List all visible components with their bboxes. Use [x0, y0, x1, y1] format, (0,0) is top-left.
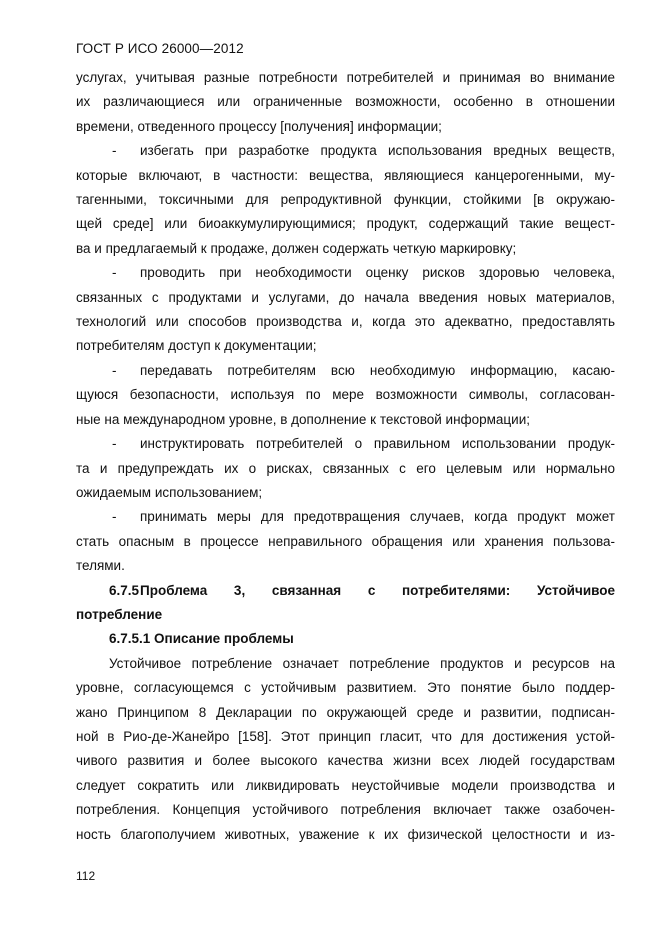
section-number: 6.7.5 [109, 582, 140, 598]
text-line: их различающиеся или ограниченные возможности, особенно в отношении [76, 94, 615, 110]
text-line: чивого развития и более высокого качества жизни всех людей государствам [76, 753, 615, 769]
page-number: 112 [76, 869, 96, 883]
document-header: ГОСТ Р ИСО 26000—2012 [76, 41, 244, 56]
text-line: Устойчивое потребление означает потребление продуктов и ресурсов на [109, 655, 615, 671]
bullet-item [76, 505, 615, 529]
text-line: которые включают, в частности: вещества, являющиеся канцерогенными, му- [76, 167, 615, 183]
subsection-heading: 6.7.5.1 Описание проблемы [109, 631, 294, 647]
text-line: та и предупреждать их о рисках, связанных с его целевым или нормально [76, 460, 615, 476]
text-line: передавать потребителям всю необходимую информацию, касаю- [140, 362, 615, 378]
text-line: проводить при необходимости оценку рисков здоровью человека, [140, 265, 615, 281]
text-line: потребителям доступ к документации; [76, 338, 317, 354]
text-line: жано Принципом 8 Декларации по окружающей среде и развитии, подписан- [76, 704, 615, 720]
text-line: времени, отведенного процессу [получения] информации; [76, 118, 442, 134]
bullet-item [76, 139, 615, 163]
document-body [76, 66, 615, 847]
text-line: щуюся безопасности, используя по мере возможности символы, согласован- [76, 387, 615, 403]
text-line: щей среде] или биоаккумулирующимися; продукт, содержащий такие вещест- [76, 216, 615, 232]
text-line: услугах, учитывая разные потребности потребителей и принимая во внимание [76, 70, 615, 85]
bullet-dash: - [112, 362, 117, 378]
text-line: технологий или способов производства и, когда это адекватно, предоставлять [76, 314, 615, 330]
bullet-dash: - [112, 265, 117, 281]
bullet-dash: - [112, 509, 117, 525]
text-line: принимать меры для предотвращения случаев, когда продукт может [140, 509, 615, 525]
text-line: ность благополучием животных, уважение к их физической целостности и из- [76, 826, 615, 842]
section-title-continuation: потребление [76, 606, 163, 622]
text-line: потребления. Концепция устойчивого потребления включает также озабочен- [76, 802, 615, 818]
text-line: ной в Рио-де-Жанейро [158]. Этот принцип гласит, что для достижения устой- [76, 728, 615, 744]
text-line: ожидаемым использованием; [76, 484, 263, 500]
text-line: тагенными, токсичными для репродуктивной функции, стойкими [в окружаю- [76, 192, 615, 208]
bullet-dash: - [112, 143, 117, 159]
text-line: избегать при разработке продукта использования вредных веществ, [140, 143, 615, 159]
section-title: Проблема 3, связанная с потребителями: Устойчивое [140, 582, 615, 598]
text-line: связанных с продуктами и услугами, до начала введения новых материалов, [76, 289, 615, 305]
text-line: телями. [76, 558, 125, 574]
bullet-dash: - [112, 436, 117, 452]
section-heading [76, 579, 615, 603]
text-line: инструктировать потребителей о правильном использовании продук- [140, 436, 615, 452]
text-line: стать опасным в процессе неправильного обращения или хранения пользова- [76, 533, 615, 549]
text-line: уровне, согласующемся с устойчивым развитием. Это понятие было поддер- [76, 680, 615, 696]
text-line: ные на международном уровне, в дополнение к текстовой информации; [76, 411, 530, 427]
bullet-item [76, 359, 615, 383]
text-line: ва и предлагаемый к продаже, должен содержать четкую маркировку; [76, 240, 517, 256]
bullet-item [76, 261, 615, 285]
bullet-item [76, 432, 615, 456]
text-line: следует сократить или ликвидировать неустойчивые модели производства и [76, 777, 615, 793]
